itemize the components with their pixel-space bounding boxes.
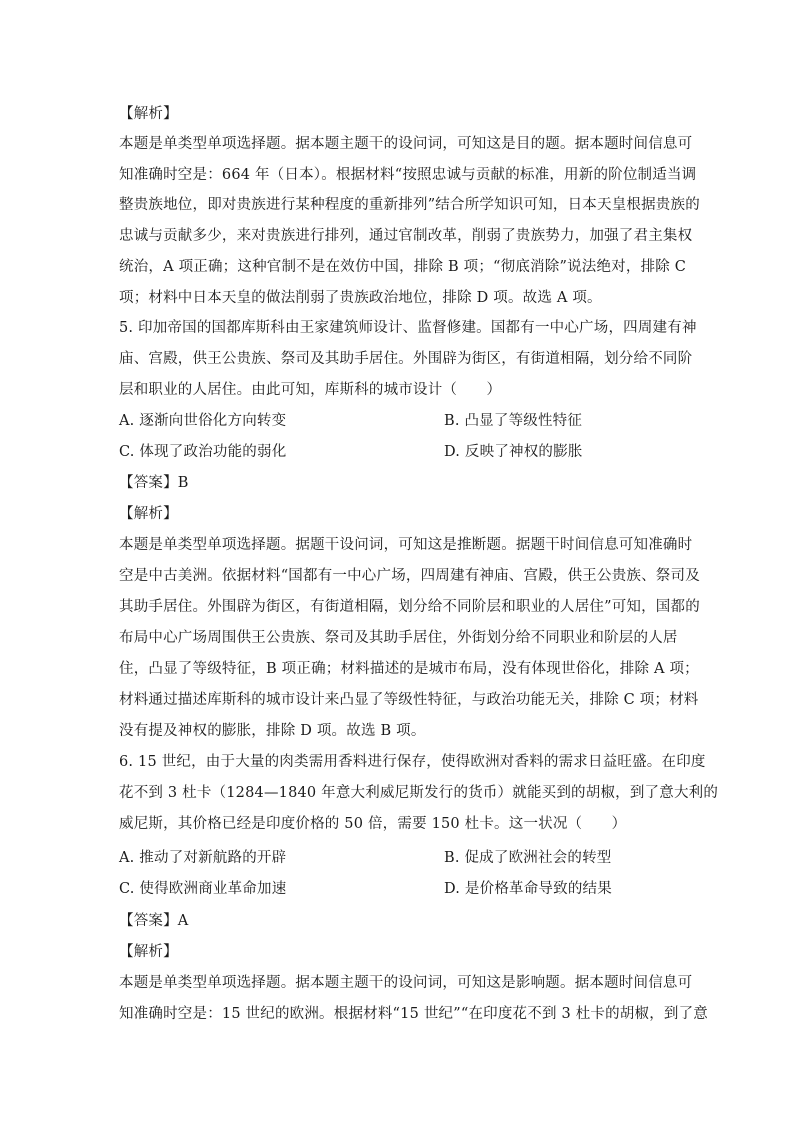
text-line: 其助手居住。外围辟为街区，有街道相隔，划分给不同阶层和职业的人居住”可知，国都的 [119, 599, 700, 615]
text-line: 整贵族地位，即对贵族进行某种程度的重新排列”结合所学知识可知，日本天皇根据贵族的 [119, 197, 700, 213]
answer-line: 【答案】B [119, 475, 189, 491]
analysis-heading: 【解析】 [119, 944, 178, 960]
text-line: 知准确时空是：15 世纪的欧洲。根据材料“15 世纪”“在印度花不到 3 杜卡的胡椒，到了意 [119, 1006, 708, 1022]
answer-line: 【答案】A [119, 913, 189, 929]
question-6-stem: 花不到 3 杜卡（1284—1840 年意大利威尼斯发行的货币）就能买到的胡椒，到了意大利的 [119, 785, 719, 801]
text-line: 项；材料中日本天皇的做法削弱了贵族政治地位，排除 D 项。故选 A 项。 [119, 290, 602, 306]
question-5-stem: 层和职业的人居住。由此可知，库斯科的城市设计（ ） [119, 382, 502, 398]
text-line: 住，凸显了等级特征，B 项正确；材料描述的是城市布局，没有体现世俗化，排除 A 项； [119, 661, 699, 677]
q6-option-b: B. 促成了欧洲社会的转型 [444, 850, 612, 866]
text-line: 知准确时空是：664 年（日本）。根据材料“按照忠诚与贡献的标准，用新的阶位制适当调 [119, 167, 697, 183]
text-line: 布局中心广场周围供王公贵族、祭司及其助手居住，外街划分给不同职业和阶层的人居 [119, 630, 678, 646]
text-line: 没有提及神权的膨胀，排除 D 项。故选 B 项。 [119, 723, 426, 739]
q5-option-b: B. 凸显了等级性特征 [444, 413, 583, 429]
q6-option-c: C. 使得欧洲商业革命加速 [119, 881, 287, 897]
q5-option-c: C. 体现了政治功能的弱化 [119, 444, 287, 460]
question-5-stem: 5. 印加帝国的国都库斯科由王家建筑师设计、监督修建。国都有一中心广场，四周建有神 [119, 320, 697, 336]
q5-option-d: D. 反映了神权的膨胀 [444, 444, 583, 460]
text-line: 本题是单类型单项选择题。据本题主题干的设问词，可知这是目的题。据本题时间信息可 [119, 136, 693, 152]
q5-option-a: A. 逐渐向世俗化方向转变 [119, 413, 287, 429]
text-line: 本题是单类型单项选择题。据本题主题干的设问词，可知这是影响题。据本题时间信息可 [119, 975, 693, 991]
question-6-stem: 6. 15 世纪，由于大量的肉类需用香料进行保存，使得欧洲对香料的需求日益旺盛。在印度 [119, 754, 706, 770]
text-line: 忠诚与贡献多少，来对贵族进行排列，通过官制改革，削弱了贵族势力，加强了君主集权 [119, 228, 693, 244]
text-line: 空是中古美洲。依据材料“国都有一中心广场，四周建有神庙、宫殿，供王公贵族、祭司及 [119, 568, 700, 584]
analysis-heading: 【解析】 [119, 106, 178, 122]
text-line: 材料通过描述库斯科的城市设计来凸显了等级性特征，与政治功能无关，排除 C 项；材料 [119, 692, 699, 708]
analysis-heading: 【解析】 [119, 506, 178, 522]
q6-option-a: A. 推动了对新航路的开辟 [119, 850, 287, 866]
text-line: 本题是单类型单项选择题。据题干设问词，可知这是推断题。据题干时间信息可知准确时 [119, 537, 693, 553]
question-5-stem: 庙、宫殿，供王公贵族、祭司及其助手居住。外围辟为街区，有街道相隔，划分给不同阶 [119, 351, 693, 367]
text-line: 统治，A 项正确；这种官制不是在效仿中国，排除 B 项；“彻底消除”说法绝对，排除 C [119, 259, 687, 275]
question-6-stem: 威尼斯，其价格已经是印度价格的 50 倍，需要 150 杜卡。这一状况（ ） [119, 816, 627, 832]
q6-option-d: D. 是价格革命导致的结果 [444, 881, 612, 897]
